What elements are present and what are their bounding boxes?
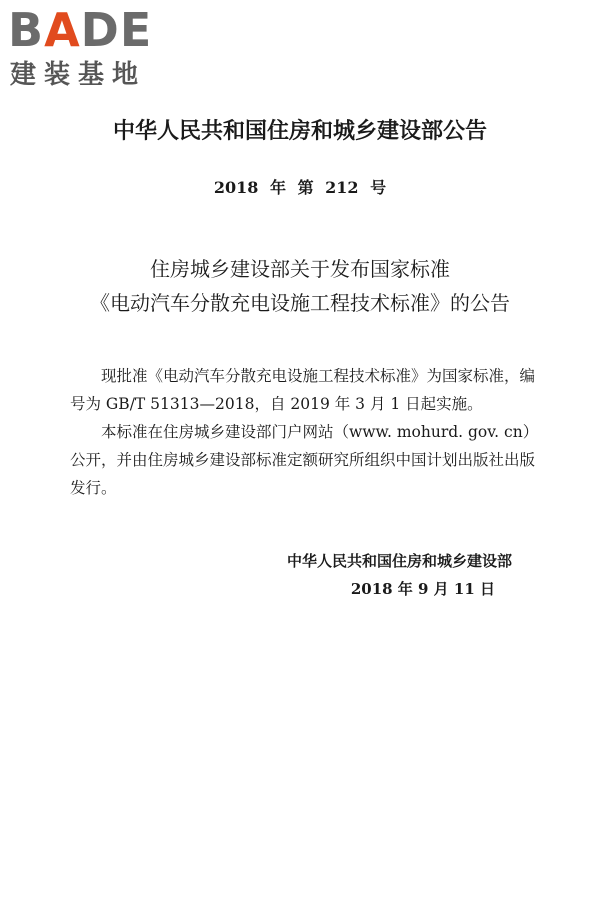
logo-letters-de: DE [80, 3, 153, 57]
subject-line-2: 《电动汽车分散充电设施工程技术标准》的公告 [90, 291, 510, 315]
logo-wordmark [8, 4, 152, 56]
bade-logo [8, 4, 178, 94]
announcement-body [70, 362, 546, 502]
logo-letter-b: B [8, 3, 45, 57]
logo-subtitle: 建装基地 [10, 60, 147, 90]
issuing-authority: 中华人民共和国住房和城乡建设部 [286, 552, 512, 570]
body-paragraph-1: 现批准《电动汽车分散充电设施工程技术标准》为国家标准，编号为 GB/T 51313—2018，自 2019 年 3 月 1 日起实施。 [70, 367, 536, 413]
document-number: 2018 年 第 212 号 [213, 178, 387, 197]
announcement-subject [0, 252, 600, 320]
subject-line-1: 住房城乡建设部关于发布国家标准 [150, 257, 450, 281]
issue-date: 2018 年 9 月 11 日 [350, 580, 495, 598]
announcement-title: 中华人民共和国住房和城乡建设部公告 [112, 119, 487, 144]
logo-letter-a-accent: A [44, 3, 81, 57]
body-paragraph-2: 本标准在住房城乡建设部门户网站（www. mohurd. gov. cn）公开，并由住房城乡建设部标准定额研究所组织中国计划出版社出版发行。 [70, 423, 539, 497]
